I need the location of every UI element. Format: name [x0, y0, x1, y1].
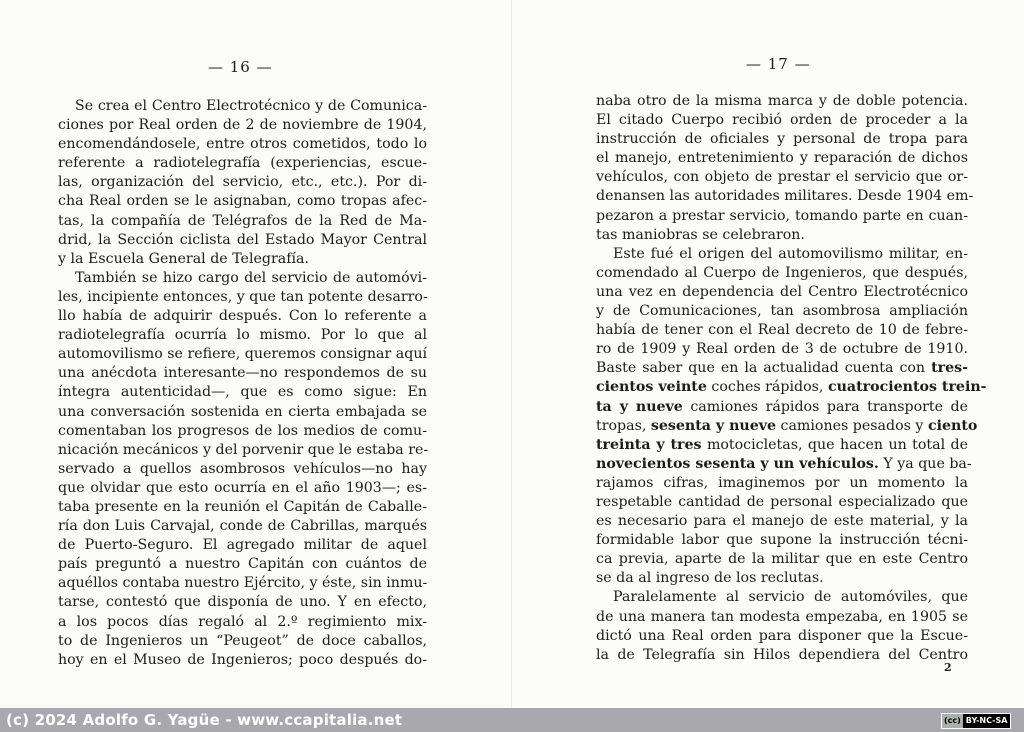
text-line: tas maniobras se celebraron. — [596, 226, 805, 243]
text-line: ca previa, aparte de la militar que en este Centro — [596, 551, 968, 568]
text-line: el manejo, entretenimiento y reparación de dichos — [596, 150, 968, 167]
text-line: nicación mecánicos y del porvenir que le estaba re- — [58, 441, 429, 458]
text-line: ro de 1909 y Real orden de 3 de octubre de 1910. — [596, 341, 968, 358]
page-number-16: — 16 — — [208, 58, 273, 76]
text-line: Paralelamente al servicio de automóviles, que — [613, 589, 968, 606]
text-line: El citado Cuerpo recibió orden de proceder a la — [596, 112, 968, 129]
text-line: taba presente en la reunión el Capitán de Caballe- — [58, 498, 427, 515]
text-line: tarse, contestó que disponía de uno. Y en efecto, — [58, 594, 427, 611]
text-line: y de Comunicaciones, tan asombrosa ampliación — [596, 303, 968, 320]
text-line: se da al ingreso de los reclutas. — [596, 570, 824, 587]
text-line: que olvidar que esto ocurría en el año 1903—; es- — [58, 479, 427, 496]
cc-license-badge[interactable] — [941, 713, 1011, 729]
text-line: ría don Luis Carvajal, conde de Cabrillas, marqués — [58, 518, 427, 535]
text-line: instrucción de oficiales y personal de tropa para — [596, 131, 968, 148]
text-line: Se crea el Centro Electrotécnico y de Comunica- — [75, 98, 427, 114]
text-line: de una manera tan modesta empezaba, en 1905 se — [596, 608, 968, 625]
text-line: cientos veinte coches rápidos, cuatrocientos trein- — [596, 379, 987, 396]
text-line: de Puerto-Seguro. El agregado militar de aquel — [58, 537, 427, 554]
text-line: respetable cantidad de personal especializado que — [596, 493, 968, 510]
text-line: También se hizo cargo del servicio de automóvi- — [75, 269, 427, 286]
text-line: Baste saber que en la actualidad cuenta con tres- — [596, 360, 968, 377]
text-line: ta y nueve camiones rápidos para transporte de — [596, 398, 969, 415]
text-line: treinta y tres motocicletas, que hacen un total de — [596, 436, 969, 453]
text-line: formidable labor que supone la instrucción técni- — [596, 532, 968, 549]
text-line: Este fué el origen del automovilismo militar, en- — [613, 245, 968, 262]
text-line: una anécdota interesante—no respondemos de su — [58, 365, 427, 382]
text-line: tropas, sesenta y nueve camiones pesados y ciento — [596, 417, 978, 434]
text-line: aquéllos contaba nuestro Ejército, y éste, sin inmu- — [58, 575, 428, 592]
text-line: comendado al Cuerpo de Ingenieros, que después, — [596, 264, 968, 281]
license-terms: BY-NC-SA — [965, 716, 1008, 725]
text-line: dictó una Real orden para disponer que la Escue- — [596, 627, 968, 644]
text-line: radiotelegrafía ocurría lo mismo. Por lo que al — [58, 327, 427, 344]
text-line: cha Real orden se le asignaban, como tropas afec- — [58, 193, 427, 210]
text-line: país preguntó a nuestro Capitán con cuántos de — [58, 556, 427, 573]
left-page — [0, 0, 512, 708]
watermark-bar — [0, 708, 1024, 732]
text-line: naba otro de la misma marca y de doble potencia. — [596, 93, 968, 109]
right-page-text — [596, 92, 987, 665]
text-line: y la Escuela General de Telegrafía. — [58, 250, 309, 267]
text-line: había de tener con el Real decreto de 10 de febre- — [596, 322, 968, 339]
text-line: novecientos sesenta y un vehículos. Y ya que ba- — [596, 455, 972, 472]
cc-icon: (cc) — [942, 714, 963, 728]
text-line: rajamos cifras, imaginemos por un momento la — [596, 474, 968, 491]
left-page-text — [58, 97, 427, 670]
text-line: una conversación sostenida en cierta embajada se — [58, 403, 427, 420]
text-line: una vez en dependencia del Centro Electrotécnico — [596, 283, 968, 300]
text-line: automovilismo se refiere, queremos consignar aquí — [58, 346, 427, 363]
text-line: vehículos, con objeto de prestar el servicio que or- — [596, 169, 968, 186]
text-line: ciones por Real orden de 2 de noviembre de 1904, — [58, 117, 427, 134]
text-line: íntegra autenticidad—, que es como sigue: En — [58, 384, 427, 401]
text-line: llo había de adquirir después. Con lo referente a — [58, 308, 427, 325]
text-line: hoy en el Museo de Ingenieros; poco después do- — [58, 651, 427, 668]
text-line: denansen las autoridades militares. Desde 1904 em- — [596, 188, 974, 205]
text-line: las, organización del servicio, etc., etc.). Por di- — [58, 174, 427, 191]
text-line: comentaban los progresos de los medios de comu- — [58, 422, 427, 439]
text-line: tas, la compañía de Telégrafos de la Red de Ma- — [58, 212, 427, 229]
text-line: a los pocos días regaló al 2.º regimiento mix- — [58, 613, 427, 630]
text-line: pezaron a prestar servicio, tomando parte en cuan- — [596, 207, 968, 224]
text-line: referente a radiotelegrafía (experiencias, escue- — [58, 155, 427, 172]
text-line: drid, la Sección ciclista del Estado Mayor Central — [58, 231, 427, 248]
copyright-text: (c) 2024 Adolfo G. Yagüe - www.ccapitalia.net — [6, 711, 403, 729]
text-line: es necesario para el manejo de este material, y la — [596, 513, 968, 530]
signature-number: 2 — [944, 661, 952, 674]
text-line: la de Telegrafía sin Hilos dependiera del Centro — [596, 646, 968, 663]
text-line: to de Ingenieros un “Peugeot” de doce caballos, — [58, 632, 427, 649]
text-line: encomendándosele, entre otros cometidos, todo lo — [58, 136, 427, 153]
text-line: les, incipiente entonces, y que tan potente desarro- — [58, 288, 428, 305]
text-line: servado a quellos asombrosos vehículos—no hay — [58, 460, 427, 477]
page-number-17: — 17 — — [746, 55, 811, 73]
